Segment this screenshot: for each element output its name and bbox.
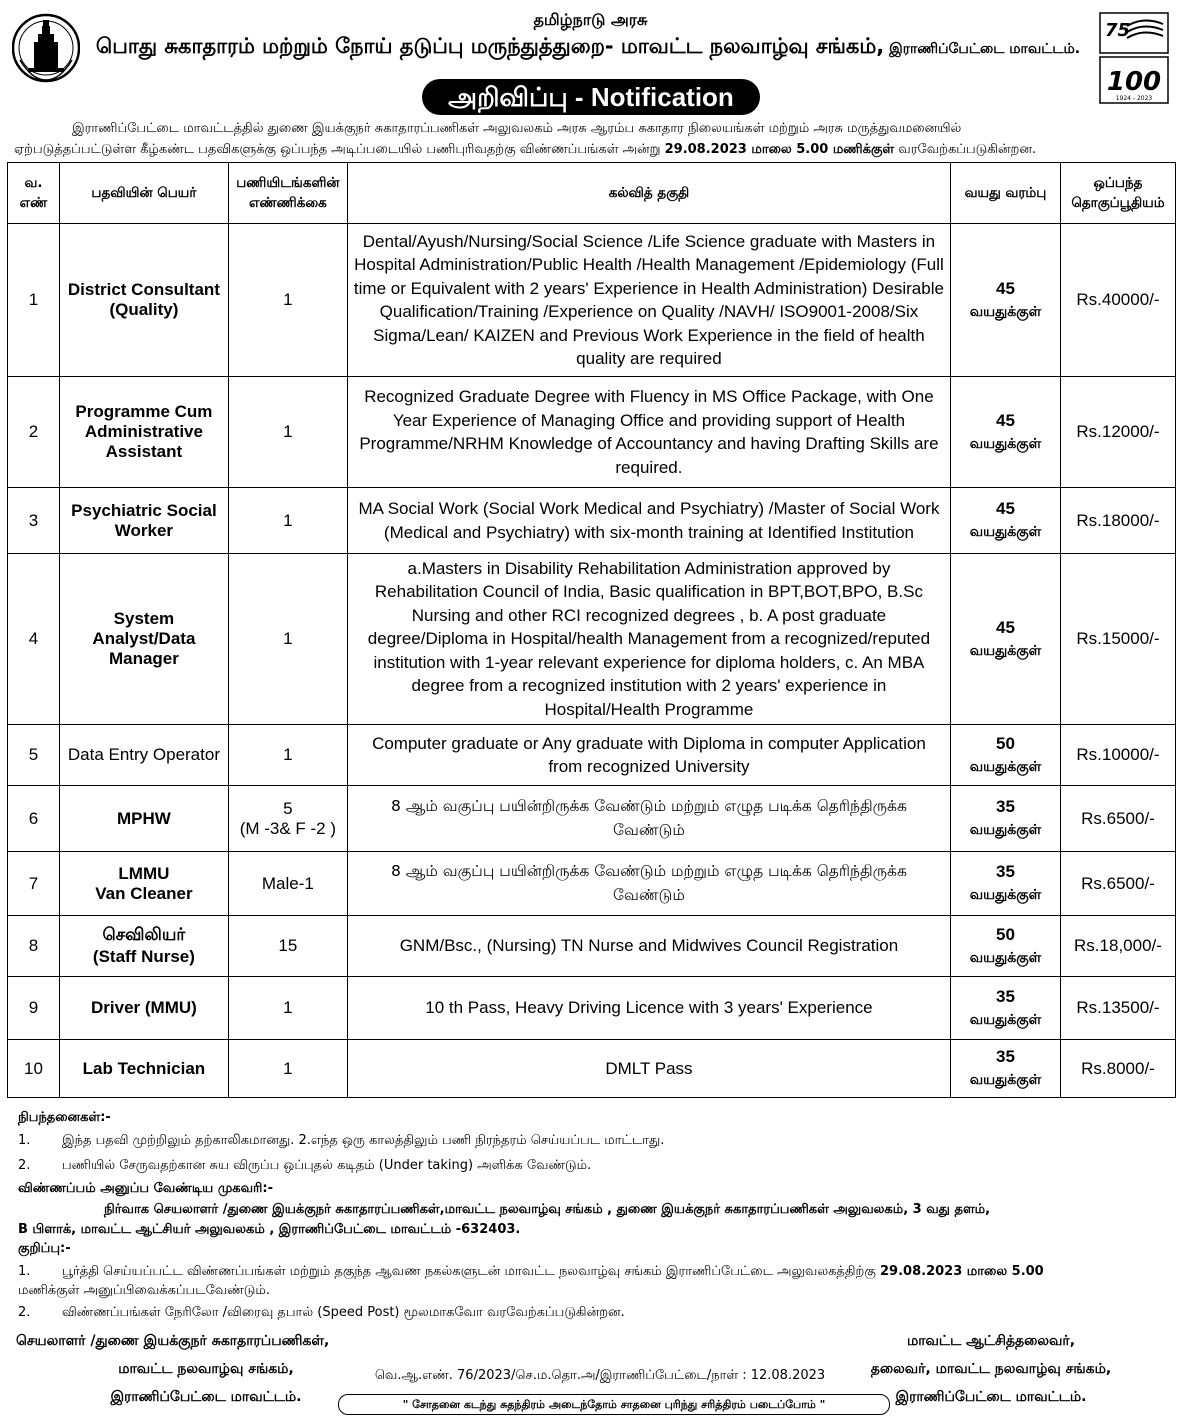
cell-post: System Analyst/Data Manager <box>59 554 228 725</box>
cell-post: Programme Cum Administrative Assistant <box>59 377 228 488</box>
address-line-1: நிர்வாக செயலாளர் /துணை இயக்குநர் சுகாதாரப்பணிகள்,மாவட்ட நலவாழ்வு சங்கம் , துணை இயக்குநர் சுகாதாரப்பணிகள் அலுவலகம், 3 வது தளம், <box>104 1202 991 1217</box>
age-tag: வயதுக்குள் <box>969 524 1042 540</box>
table-row <box>8 224 1176 377</box>
header-sno: வ. எண் <box>8 163 60 224</box>
department-title <box>90 34 1086 61</box>
notes-heading: குறிப்பு:- <box>18 1241 71 1256</box>
intro-line-1: இராணிப்பேட்டை மாவட்டத்தில் துணை இயக்குநர் சுகாதாரப்பணிகள் அலுவலகம் அரசு ஆரம்ப சுகாதார நிலையங்கள் மற்றும் அரசு மருத்துவமனையில் <box>72 121 962 136</box>
cell-post: Data Entry Operator <box>59 725 228 786</box>
age-tag: வயதுக்குள் <box>969 1072 1042 1088</box>
age-value: 45 <box>996 499 1015 518</box>
cell-vacancies: 5 (M -3& F -2 ) <box>228 786 347 852</box>
cell-vacancies: 1 <box>228 725 347 786</box>
age-value: 35 <box>996 1047 1015 1066</box>
age-tag: வயதுக்குள் <box>969 1011 1042 1028</box>
logo-75-text: 75 <box>1105 20 1131 41</box>
cell-pay: Rs.8000/- <box>1060 1040 1175 1098</box>
cell-post: Psychiatric Social Worker <box>59 488 228 554</box>
age-tag: வயதுக்குள் <box>969 642 1042 659</box>
cell-age <box>951 1040 1061 1098</box>
cell-qualification: MA Social Work (Social Work Medical and Psychiatry) /Master of Social Work (Medical and Psychiatry) with six-month training at Identified Institution <box>347 488 950 554</box>
cell-post: MPHW <box>59 786 228 852</box>
cell-sno: 10 <box>8 1040 60 1098</box>
cell-pay: Rs.6500/- <box>1060 852 1175 916</box>
cell-sno: 3 <box>8 488 60 554</box>
cell-vacancies: 1 <box>228 1040 347 1098</box>
cell-pay: Rs.40000/- <box>1060 224 1175 377</box>
cell-qualification: Computer graduate or Any graduate with Diploma in computer Application from recognized University <box>347 725 950 786</box>
address-block <box>18 1200 1167 1240</box>
age-value: 50 <box>996 733 1015 753</box>
condition-item <box>18 1133 1167 1151</box>
cell-age <box>951 786 1061 852</box>
header-vacancies: பணியிடங்களின் எண்ணிக்கை <box>228 163 347 224</box>
intro-line-2 <box>14 139 1167 160</box>
cell-qualification: a.Masters in Disability Rehabilitation Administration approved by Rehabilitation Council of India, Basic qualification in BPT,BOT,BPO, B.Sc Nursing and other RCI recognized degrees , b. A post graduate degree/Diploma in Hospital/health Management from a recognized/reputed institution with 1-year relevant experience for diploma holders, c. An MBA degree from a recognized institution with 2 years' experience in Hospital/Health Programme <box>347 554 950 725</box>
cell-sno: 2 <box>8 377 60 488</box>
government-title: தமிழ்நாடு அரசு <box>533 10 648 29</box>
age-tag: வயதுக்குள் <box>969 822 1042 838</box>
table-row <box>8 725 1176 786</box>
age-value: 35 <box>996 986 1015 1006</box>
logo-years-text: 1924 - 2023 <box>1115 95 1153 102</box>
address-heading: விண்ணப்பம் அனுப்ப வேண்டிய முகவரி:- <box>18 1181 273 1196</box>
cell-age <box>951 725 1061 786</box>
cell-qualification: Dental/Ayush/Nursing/Social Science /Life Science graduate with Masters in Hospital Administration/Public Health /Health Management /Epidemiology (Full time or Equivalent with 2 years' Experience in Health Administration) Desirable Qualification/Training /Experience on Quality /NAVH/ ISO9001-2008/Six Sigma/Lean/ KAIZEN and Previous Work Experience in the field of health quality are required <box>347 224 950 377</box>
cell-qualification: Recognized Graduate Degree with Fluency in MS Office Package, with One Year Experience of Managing Office and providing support of Health Programme/NRHM Knowledge of Accountancy and having Drafting Skills are required. <box>347 377 950 488</box>
signature-left-line-2: மாவட்ட நலவாழ்வு சங்கம், <box>118 1361 294 1377</box>
cell-age <box>951 852 1061 916</box>
header-pay: ஒப்பந்த தொகுப்பூதியம் <box>1060 163 1175 224</box>
table-header-row <box>8 163 1176 224</box>
cell-qualification: 8 ஆம் வகுப்பு பயின்றிருக்க வேண்டும் மற்றும் எழுத படிக்க தெரிந்திருக்க வேண்டும் <box>347 786 950 852</box>
cell-sno: 8 <box>8 916 60 977</box>
table-row <box>8 554 1176 725</box>
table-row <box>8 377 1176 488</box>
vacancy-table <box>7 162 1176 1098</box>
age-tag: வயதுக்குள் <box>969 758 1042 775</box>
age-value: 45 <box>996 410 1015 430</box>
address-line-2: B பிளாக், மாவட்ட ஆட்சியர் அலுவலகம் , இராணிப்பேட்டை மாவட்டம் -632403. <box>18 1222 521 1237</box>
cell-pay: Rs.10000/- <box>1060 725 1175 786</box>
age-value: 35 <box>996 862 1015 881</box>
cell-sno: 9 <box>8 977 60 1040</box>
age-value: 35 <box>996 797 1015 816</box>
header-age: வயது வரம்பு <box>951 163 1061 224</box>
table-row <box>8 977 1176 1040</box>
intro-deadline: 29.08.2023 மாலை 5.00 மணிக்குள் <box>664 142 895 157</box>
cell-pay: Rs.18,000/- <box>1060 916 1175 977</box>
age-value: 50 <box>996 924 1015 944</box>
conditions-heading: நிபந்தனைகள்:- <box>18 1110 111 1125</box>
cell-sno: 4 <box>8 554 60 725</box>
condition-item <box>18 1158 1167 1176</box>
note-item <box>18 1262 1167 1302</box>
age-tag: வயதுக்குள் <box>969 887 1042 903</box>
note-1-a: பூர்த்தி செய்யப்பட்ட விண்ணப்பங்கள் மற்றும் தகுந்த ஆவண நகல்களுடன் மாவட்ட நலவாழ்வு சங்கம் இராணிப்பேட்டை அலுவலகத்திற்கு <box>62 1264 881 1279</box>
cell-post: Driver (MMU) <box>59 977 228 1040</box>
table-row <box>8 916 1176 977</box>
note-1-c: மணிக்குள் அனுப்பிவைக்கப்படவேண்டும். <box>18 1283 270 1298</box>
note-text <box>62 1262 1167 1281</box>
note-number: 1. <box>18 1264 31 1279</box>
signature-right-line-1: மாவட்ட ஆட்சித்தலைவர், <box>906 1333 1076 1349</box>
table-row <box>8 488 1176 554</box>
signature-right-line-2: தலைவர், மாவட்ட நலவாழ்வு சங்கம், <box>870 1361 1112 1377</box>
intro-line-2-a: ஏற்படுத்தப்பட்டுள்ள கீழ்கண்ட பதவிகளுக்கு ஒப்பந்த அடிப்படையில் பணிபுரிவதற்கு விண்ணப்பங்கள் அன்று <box>14 142 665 157</box>
cell-age <box>951 554 1061 725</box>
header-qualification: கல்வித் தகுதி <box>347 163 950 224</box>
age-value: 45 <box>996 617 1015 637</box>
signature-left-line-3: இராணிப்பேட்டை மாவட்டம். <box>110 1389 302 1405</box>
district-name: இராணிப்பேட்டை மாவட்டம். <box>884 41 1081 57</box>
header-post: பதவியின் பெயர் <box>59 163 228 224</box>
note-text: விண்ணப்பங்கள் நேரிலோ /விரைவு தபால் (Speed Post) மூலமாகவோ வரவேற்கப்படுகின்றன. <box>62 1305 625 1320</box>
intro-line-2-c: வரவேற்கப்படுகின்றன. <box>894 142 1037 157</box>
cell-post: District Consultant (Quality) <box>59 224 228 377</box>
cell-qualification: 10 th Pass, Heavy Driving Licence with 3 years' Experience <box>347 977 950 1040</box>
cell-sno: 1 <box>8 224 60 377</box>
table-row <box>8 1040 1176 1098</box>
cell-vacancies: 15 <box>228 916 347 977</box>
cell-age <box>951 224 1061 377</box>
cell-age <box>951 916 1061 977</box>
cell-vacancies: 1 <box>228 977 347 1040</box>
age-tag: வயதுக்குள் <box>969 435 1042 452</box>
cell-sno: 6 <box>8 786 60 852</box>
table-row <box>8 786 1176 852</box>
reference-number: வெ.ஆ.எண். 76/2023/செ.ம.தொ.அ/இராணிப்பேட்டை/நாள் : 12.08.2023 <box>374 1368 826 1383</box>
cell-qualification: GNM/Bsc., (Nursing) TN Nurse and Midwives Council Registration <box>347 916 950 977</box>
cell-vacancies: 1 <box>228 554 347 725</box>
condition-text: பணியில் சேருவதற்கான சுய விருப்ப ஒப்புதல் கடிதம் (Under taking) அளிக்க வேண்டும். <box>62 1158 592 1173</box>
table-row <box>8 852 1176 916</box>
note-deadline: 29.08.2023 மாலை 5.00 <box>880 1264 1044 1279</box>
cell-post: செவிலியர் (Staff Nurse) <box>59 916 228 977</box>
note-number: 2. <box>18 1305 31 1320</box>
intro-paragraph <box>14 118 1167 160</box>
condition-text: இந்த பதவி முற்றிலும் தற்காலிகமானது. 2.எந்த ஒரு காலத்திலும் பணி நிரந்தரம் செய்யப்பட மாட்டாது. <box>62 1133 665 1148</box>
condition-number: 2. <box>18 1158 31 1173</box>
cell-sno: 7 <box>8 852 60 916</box>
cell-post: Lab Technician <box>59 1040 228 1098</box>
cell-pay: Rs.12000/- <box>1060 377 1175 488</box>
logo-100-text: 100 <box>1106 67 1162 97</box>
cell-qualification: 8 ஆம் வகுப்பு பயின்றிருக்க வேண்டும் மற்றும் எழுத படிக்க தெரிந்திருக்க வேண்டும் <box>347 852 950 916</box>
cell-age <box>951 977 1061 1040</box>
cell-age <box>951 377 1061 488</box>
cell-vacancies: 1 <box>228 488 347 554</box>
motto-banner: " சோதனை கடந்து சுதந்திரம் அடைந்தோம் சாதனை புரிந்து சரித்திரம் படைப்போம் " <box>338 1394 890 1415</box>
age-tag: வயதுக்குள் <box>969 949 1042 966</box>
cell-sno: 5 <box>8 725 60 786</box>
notification-heading: அறிவிப்பு - Notification <box>422 79 760 115</box>
cell-post: LMMU Van Cleaner <box>59 852 228 916</box>
cell-age <box>951 488 1061 554</box>
cell-pay: Rs.6500/- <box>1060 786 1175 852</box>
signature-right-line-3: இராணிப்பேட்டை மாவட்டம். <box>895 1389 1087 1405</box>
age-value: 45 <box>996 278 1015 298</box>
cell-vacancies: Male-1 <box>228 852 347 916</box>
cell-vacancies: 1 <box>228 224 347 377</box>
condition-number: 1. <box>18 1133 31 1148</box>
note-item <box>18 1305 1167 1323</box>
department-name: பொது சுகாதாரம் மற்றும் நோய் தடுப்பு மருந்துத்துறை- மாவட்ட நலவாழ்வு சங்கம், <box>95 34 885 58</box>
cell-pay: Rs.15000/- <box>1060 554 1175 725</box>
cell-pay: Rs.13500/- <box>1060 977 1175 1040</box>
age-tag: வயதுக்குள் <box>969 303 1042 320</box>
cell-qualification: DMLT Pass <box>347 1040 950 1098</box>
signature-left-line-1: செயலாளர் /துணை இயக்குநர் சுகாதாரப்பணிகள், <box>16 1333 330 1349</box>
cell-pay: Rs.18000/- <box>1060 488 1175 554</box>
cell-vacancies: 1 <box>228 377 347 488</box>
